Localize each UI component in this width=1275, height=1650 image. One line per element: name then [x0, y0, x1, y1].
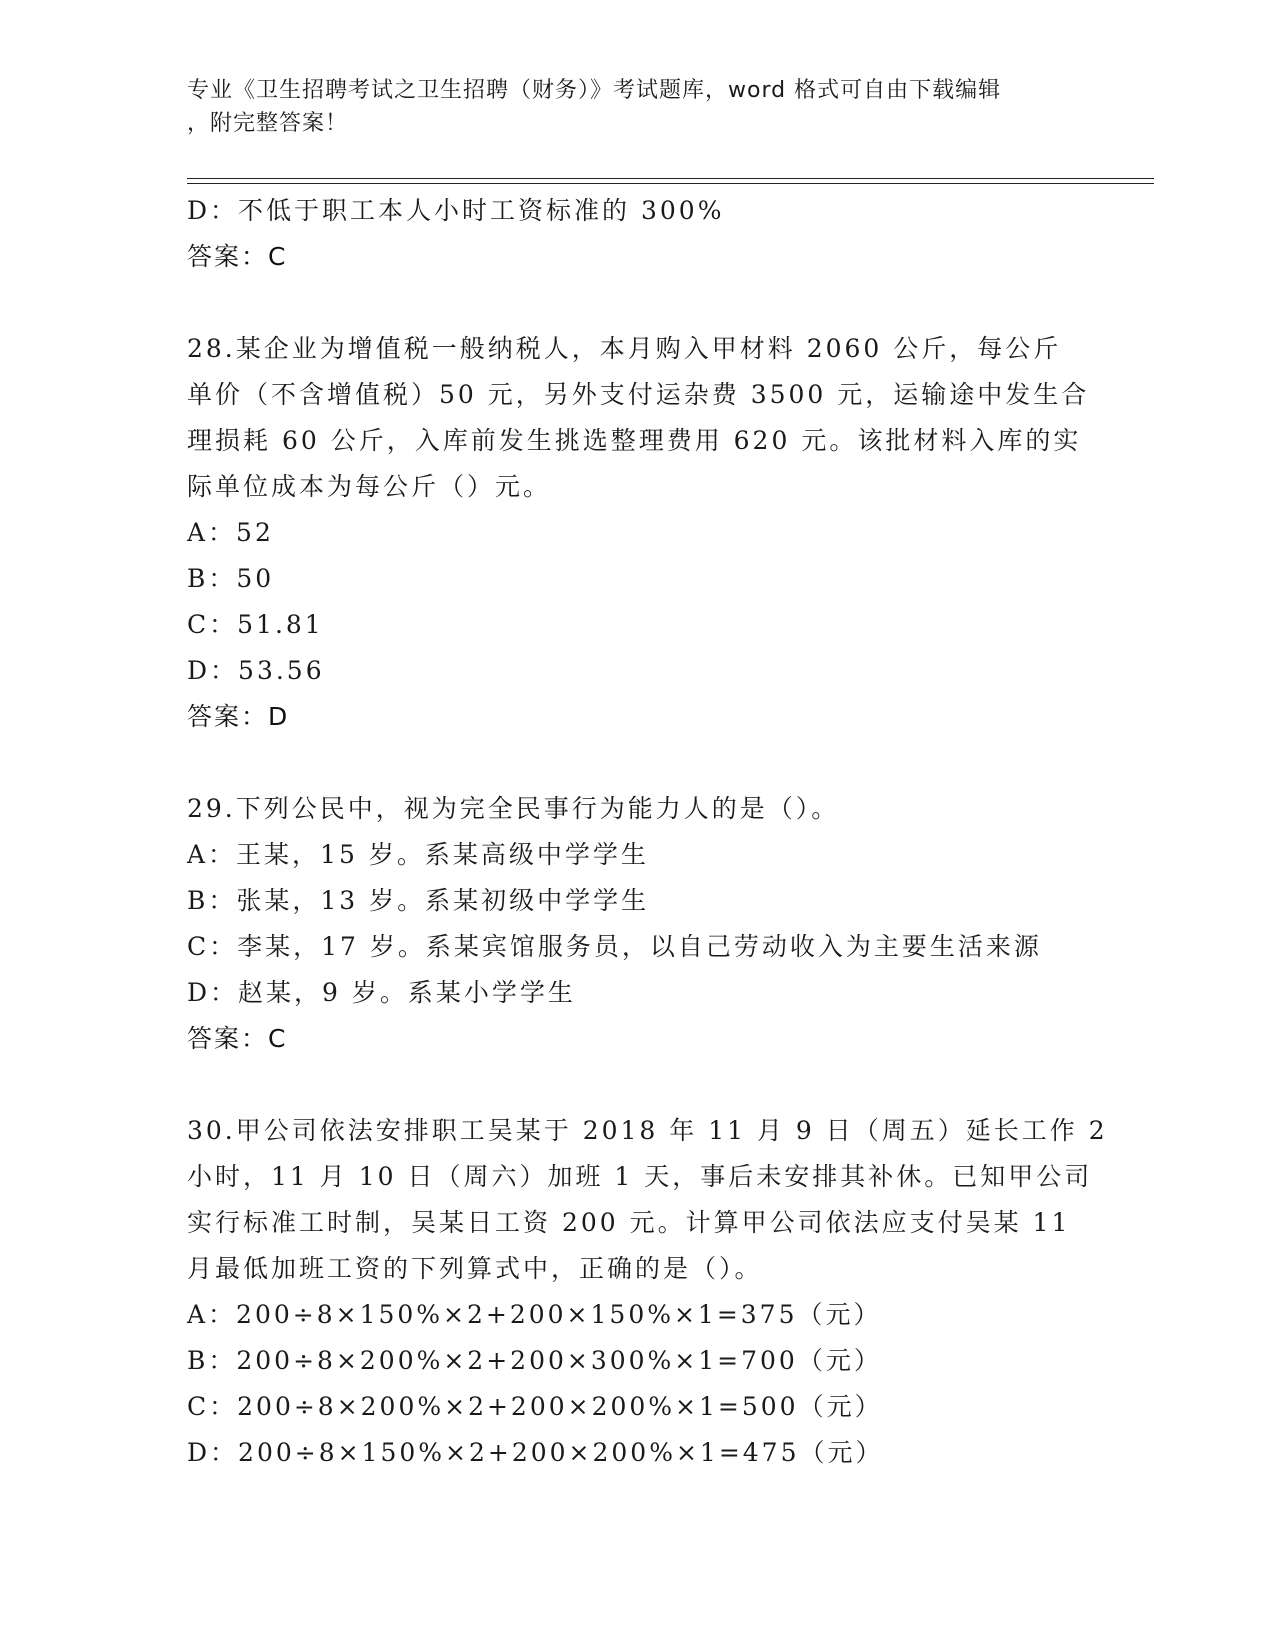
header-line-1: 专业《卫生招聘考试之卫生招聘（财务）》考试题库，word 格式可自由下载编辑	[187, 78, 1002, 103]
spacer	[187, 1062, 1087, 1108]
option-c: C：51.81	[187, 610, 324, 639]
option-a: A：200÷8×150%×2+200×150%×1=375（元）	[187, 1300, 882, 1329]
question-text-line: 28.某企业为增值税一般纳税人，本月购入甲材料 2060 公斤，每公斤	[187, 334, 1062, 363]
question-text-line: 小时，11 月 10 日（周六）加班 1 天，事后未安排其补休。已知甲公司	[187, 1162, 1093, 1191]
option-d: D：53.56	[187, 656, 325, 685]
question-text-line: 29.下列公民中，视为完全民事行为能力人的是（）。	[187, 794, 840, 823]
answer: 答案：D	[187, 702, 290, 731]
question-text-line: 理损耗 60 公斤，入库前发生挑选整理费用 620 元。该批材料入库的实	[187, 426, 1082, 455]
header-rule-top	[187, 178, 1154, 179]
header-rule-bottom	[187, 183, 1154, 184]
spacer	[187, 740, 1087, 786]
question-28	[187, 326, 1090, 740]
question-29	[187, 786, 1087, 1062]
question-text-line: 月最低加班工资的下列算式中，正确的是（）。	[187, 1254, 763, 1283]
question-text-line: 30.甲公司依法安排职工吴某于 2018 年 11 月 9 日（周五）延长工作 2	[187, 1116, 1108, 1145]
question-30	[187, 1108, 1108, 1476]
option-c: C：李某，17 岁。系某宾馆服务员，以自己劳动收入为主要生活来源	[187, 932, 1042, 961]
page-header	[187, 74, 1087, 140]
option-b: B：200÷8×200%×2+200×300%×1=700（元）	[187, 1346, 882, 1375]
question-text-line: 际单位成本为每公斤（）元。	[187, 472, 552, 501]
option-b: B：张某，13 岁。系某初级中学学生	[187, 886, 650, 915]
option-d: D：赵某，9 岁。系某小学学生	[187, 978, 576, 1007]
option-a: A：52	[187, 518, 274, 547]
option-c: C：200÷8×200%×2+200×200%×1=500（元）	[187, 1392, 883, 1421]
document-body	[187, 188, 1108, 1476]
answer: 答案：C	[187, 1024, 288, 1053]
question-27	[187, 188, 1087, 280]
option-d: D：200÷8×150%×2+200×200%×1=475（元）	[187, 1438, 884, 1467]
option-d: D：不低于职工本人小时工资标准的 300%	[187, 196, 725, 225]
option-b: B：50	[187, 564, 275, 593]
header-line-2: ，附完整答案！	[187, 111, 349, 136]
spacer	[187, 280, 1087, 326]
option-a: A：王某，15 岁。系某高级中学学生	[187, 840, 649, 869]
question-text-line: 实行标准工时制，吴某日工资 200 元。计算甲公司依法应支付吴某 11	[187, 1208, 1071, 1237]
answer: 答案：C	[187, 242, 288, 271]
question-text-line: 单价（不含增值税）50 元，另外支付运杂费 3500 元，运输途中发生合	[187, 380, 1090, 409]
